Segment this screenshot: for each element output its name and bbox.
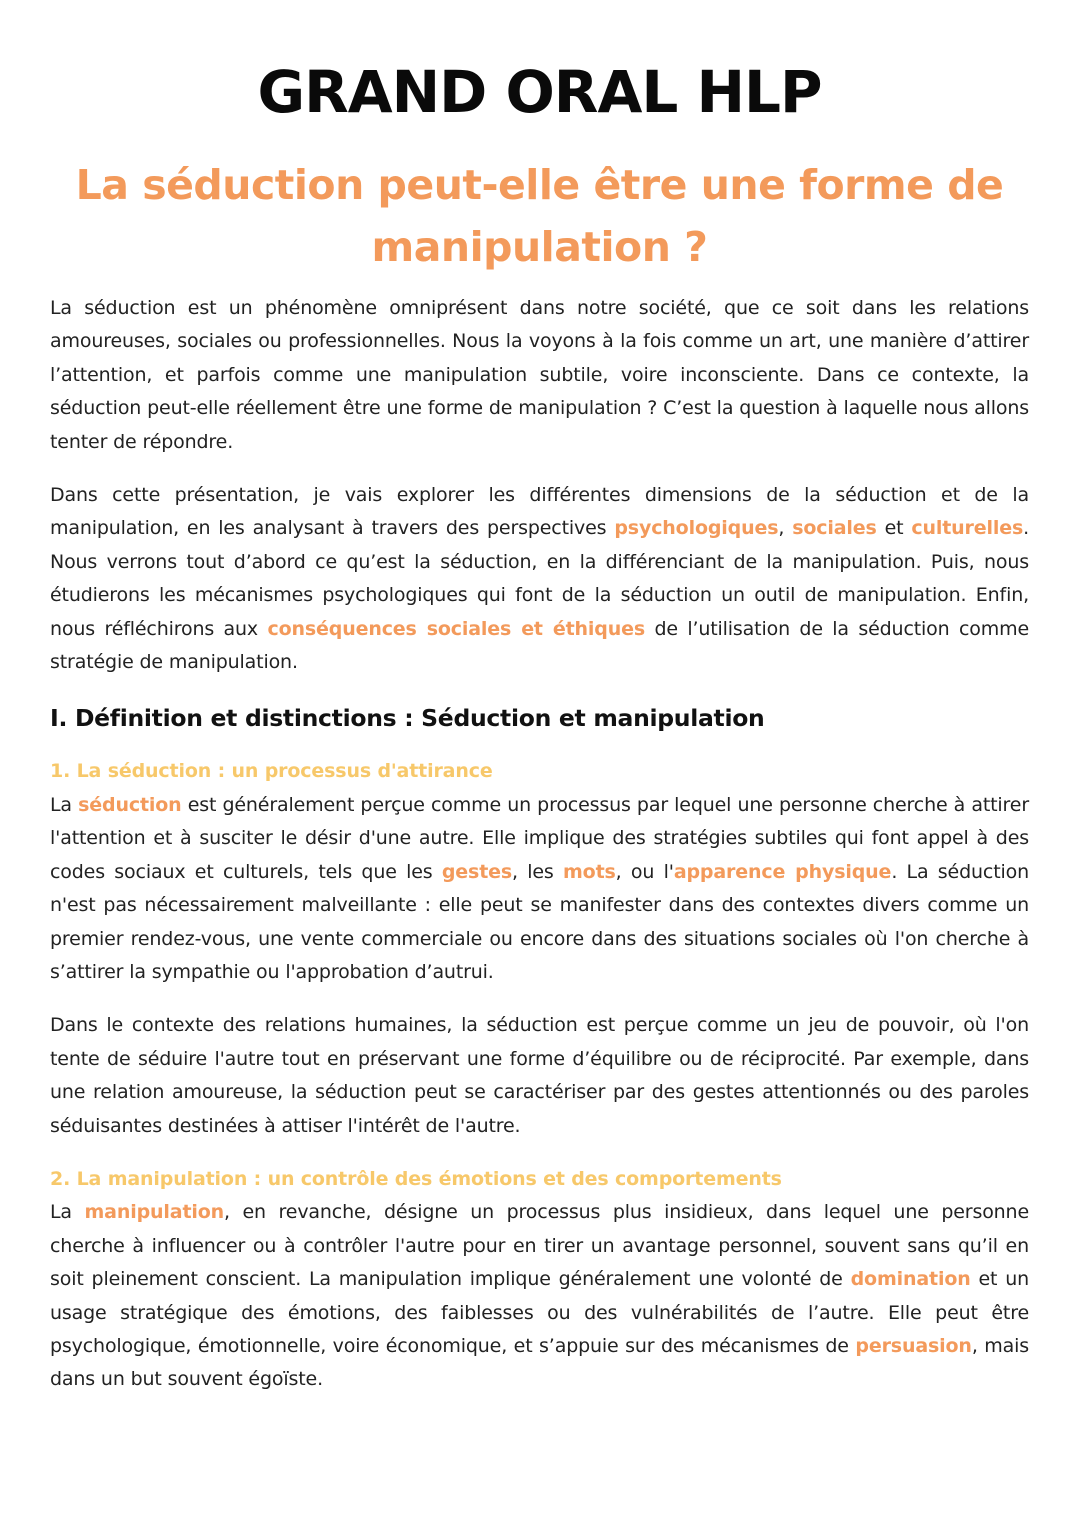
text-run: . Nous verrons tout d’abord ce qu’est la séduction, en la différenciant de la manipulation. Puis, nous étudierons les mécanismes psychologiques qui font de la séduction un outil de manipulation. Enfin, nous réfléchirons aux — [50, 517, 1029, 640]
highlight-sociales: sociales — [792, 517, 877, 540]
highlight-domination: domination — [850, 1268, 971, 1291]
highlight-gestes: gestes — [441, 860, 513, 883]
document-question: La séduction peut-elle être une forme de manipulation ? — [75, 161, 1004, 271]
subsection-1-paragraph-2: Dans le contexte des relations humaines, la séduction est perçue comme un jeu de pouvoir, où l'on tente de séduire l'autre tout en préservant une forme d’équilibre ou de réciprocité. Par exemple, dans une relation amoureuse, la séduction peut se caractériser par des gestes attentionnés ou des paroles séduisantes destinées à attiser l'intérêt de l'autre. — [50, 1014, 1029, 1137]
text-run: et un usage stratégique des émotions, des faiblesses ou des vulnérabilités de l’autre. Elle peut être psychologique, émotionnelle, voire économique, et s’appuie sur des mécanismes de — [50, 1268, 1029, 1357]
intro-paragraph-2 — [50, 479, 1029, 679]
text-run: . La séduction n'est pas nécessairement malveillante : elle peut se manifester dans des contextes divers comme un premier rendez-vous, une vente commerciale ou encore dans des situations sociales où l'on cherche à s’attirer la sympathie ou l'approbation d’autrui. — [50, 860, 1029, 983]
document-page — [50, 0, 1029, 1397]
intro-paragraph-1: La séduction est un phénomène omniprésent dans notre société, que ce soit dans les relations amoureuses, sociales ou professionnelles. Nous la voyons à la fois comme un art, une manière d’attirer l’attention, et parfois comme une manipulation subtile, voire inconsciente. Dans ce contexte, la séduction peut-elle réellement être une forme de manipulation ? C’est la question à laquelle nous allons tenter de répondre. — [50, 297, 1029, 453]
subsection-1-heading: 1. La séduction : un processus d'attirance — [50, 760, 493, 783]
text-run: La — [50, 1201, 85, 1224]
highlight-psychologiques: psychologiques — [614, 517, 779, 540]
highlight-apparence-physique: apparence physique — [673, 860, 892, 883]
highlight-persuasion: persuasion — [855, 1334, 972, 1357]
highlight-manipulation: manipulation — [84, 1201, 225, 1224]
text-run: , — [778, 517, 793, 540]
highlight-consequences: conséquences sociales et éthiques — [267, 617, 646, 640]
text-run: de l’utilisation de la séduction comme stratégie de manipulation. — [50, 617, 1029, 674]
text-run: , ou l' — [615, 860, 674, 883]
document-title: GRAND ORAL HLP — [257, 58, 822, 126]
text-run: , mais dans un but souvent égoïste. — [50, 1334, 1029, 1391]
text-run: et — [876, 517, 912, 540]
subsection-1-paragraph-1 — [50, 789, 1029, 989]
subsection-2-paragraph-1 — [50, 1196, 1029, 1396]
text-run: est généralement perçue comme un processus par lequel une personne cherche à attirer l'attention et à susciter le désir d'une autre. Elle implique des stratégies subtiles qui font appel à des codes sociaux et culturels, tels que les — [50, 793, 1030, 883]
highlight-mots: mots — [563, 860, 616, 883]
highlight-seduction: séduction — [78, 793, 182, 816]
subsection-2-heading: 2. La manipulation : un contrôle des émotions et des comportements — [50, 1167, 782, 1190]
text-run: , en revanche, désigne un processus plus insidieux, dans lequel une personne cherche à influencer ou à contrôler l'autre pour en tirer un avantage personnel, souvent sans qu’il en soit pleinement conscient. La manipulation implique généralement une volonté de — [50, 1201, 1029, 1291]
text-run: Dans cette présentation, je vais explorer les différentes dimensions de la séduction et de la manipulation, en les analysant à travers des perspectives — [50, 484, 1029, 540]
text-run: , les — [512, 860, 564, 883]
text-run: La — [50, 793, 79, 816]
section-1-heading: I. Définition et distinctions : Séduction et manipulation — [50, 704, 765, 733]
highlight-culturelles: culturelles — [911, 517, 1024, 540]
